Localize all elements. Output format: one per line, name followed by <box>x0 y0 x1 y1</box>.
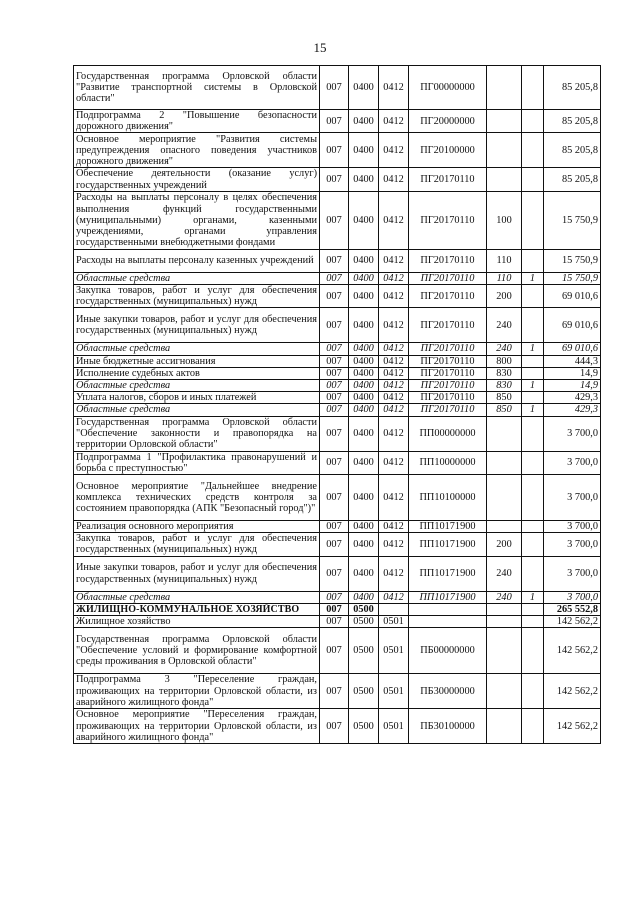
expense-name-cell: Государственная программа Орловской области "Обеспечение условий и формирование комфортной среды проживания в Орловской области" <box>74 628 320 674</box>
amount-cell: 3 700,0 <box>544 591 601 603</box>
section-code-cell: 0500 <box>349 674 379 709</box>
amount-cell: 85 205,8 <box>544 110 601 133</box>
section-code-cell: 0400 <box>349 533 379 556</box>
amount-cell: 429,3 <box>544 404 601 416</box>
table-row <box>74 272 601 284</box>
expense-type-cell <box>487 521 522 533</box>
target-article-cell: ПГ20000000 <box>409 110 487 133</box>
amount-cell: 3 700,0 <box>544 533 601 556</box>
amount-cell: 142 562,2 <box>544 628 601 674</box>
expense-name-cell: Исполнение судебных актов <box>74 367 320 379</box>
expense-name-cell: Основное мероприятие "Переселения граждан, проживающих на территории Орловской области, из аварийного жилищного фонда" <box>74 709 320 744</box>
subsection-code-cell: 0412 <box>379 475 409 521</box>
expense-type-cell: 200 <box>487 533 522 556</box>
subsection-code-cell: 0412 <box>379 308 409 343</box>
funding-source-cell <box>522 168 544 191</box>
ministry-code-cell: 007 <box>320 367 349 379</box>
subsection-code-cell: 0412 <box>379 556 409 591</box>
table-row <box>74 591 601 603</box>
expense-type-cell: 100 <box>487 191 522 249</box>
table-row <box>74 475 601 521</box>
expense-type-cell: 240 <box>487 556 522 591</box>
expense-type-cell: 240 <box>487 308 522 343</box>
section-code-cell: 0400 <box>349 308 379 343</box>
expense-name-cell: Областные средства <box>74 380 320 392</box>
amount-cell: 265 552,8 <box>544 603 601 615</box>
subsection-code-cell: 0412 <box>379 591 409 603</box>
subsection-code-cell: 0412 <box>379 272 409 284</box>
expense-type-cell: 830 <box>487 380 522 392</box>
amount-cell: 15 750,9 <box>544 191 601 249</box>
expense-name-cell: Обеспечение деятельности (оказание услуг) государственных учреждений <box>74 168 320 191</box>
ministry-code-cell: 007 <box>320 110 349 133</box>
table-row <box>74 616 601 628</box>
section-code-cell: 0400 <box>349 110 379 133</box>
funding-source-cell <box>522 533 544 556</box>
amount-cell: 3 700,0 <box>544 416 601 451</box>
amount-cell: 142 562,2 <box>544 674 601 709</box>
expense-type-cell <box>487 168 522 191</box>
target-article-cell: ПБ30100000 <box>409 709 487 744</box>
target-article-cell: ПБ30000000 <box>409 674 487 709</box>
ministry-code-cell: 007 <box>320 521 349 533</box>
target-article-cell: ПГ20170110 <box>409 392 487 404</box>
section-code-cell: 0400 <box>349 249 379 272</box>
expense-name-cell: Основное мероприятие "Дальнейшее внедрение комплекса технических средств контроля за состоянием правопорядка (АПК "Безопасный город")" <box>74 475 320 521</box>
page-number: 15 <box>313 40 327 55</box>
amount-cell: 15 750,9 <box>544 249 601 272</box>
funding-source-cell <box>522 110 544 133</box>
table-row <box>74 133 601 168</box>
expense-name-cell: Расходы на выплаты персоналу казенных учреждений <box>74 249 320 272</box>
ministry-code-cell: 007 <box>320 616 349 628</box>
table-row <box>74 249 601 272</box>
ministry-code-cell: 007 <box>320 380 349 392</box>
expense-name-cell: Основное мероприятие "Развития системы предупреждения опасного поведения участников дорожного движения" <box>74 133 320 168</box>
table-row <box>74 168 601 191</box>
amount-cell: 429,3 <box>544 392 601 404</box>
section-code-cell: 0400 <box>349 191 379 249</box>
expense-type-cell <box>487 709 522 744</box>
subsection-code-cell: 0412 <box>379 355 409 367</box>
subsection-code-cell: 0412 <box>379 168 409 191</box>
subsection-code-cell: 0412 <box>379 521 409 533</box>
amount-cell: 142 562,2 <box>544 616 601 628</box>
amount-cell: 69 010,6 <box>544 285 601 308</box>
ministry-code-cell: 007 <box>320 591 349 603</box>
funding-source-cell: 1 <box>522 343 544 355</box>
funding-source-cell <box>522 285 544 308</box>
funding-source-cell <box>522 521 544 533</box>
subsection-code-cell: 0412 <box>379 416 409 451</box>
ministry-code-cell: 007 <box>320 674 349 709</box>
target-article-cell: ПГ20100000 <box>409 133 487 168</box>
subsection-code-cell: 0501 <box>379 628 409 674</box>
target-article-cell <box>409 603 487 615</box>
subsection-code-cell: 0412 <box>379 392 409 404</box>
section-code-cell: 0400 <box>349 475 379 521</box>
funding-source-cell <box>522 133 544 168</box>
amount-cell: 3 700,0 <box>544 521 601 533</box>
expense-type-cell: 110 <box>487 249 522 272</box>
ministry-code-cell: 007 <box>320 475 349 521</box>
table-row <box>74 367 601 379</box>
table-row <box>74 709 601 744</box>
amount-cell: 85 205,8 <box>544 133 601 168</box>
ministry-code-cell: 007 <box>320 66 349 110</box>
funding-source-cell <box>522 249 544 272</box>
table-row <box>74 416 601 451</box>
table-row <box>74 451 601 474</box>
funding-source-cell <box>522 416 544 451</box>
ministry-code-cell: 007 <box>320 628 349 674</box>
expense-type-cell: 200 <box>487 285 522 308</box>
expense-name-cell: Расходы на выплаты персоналу в целях обеспечения выполнения функций государственными (муниципальными) органами, казенными учреждениями, органами управления государственными внебюджетными фондами <box>74 191 320 249</box>
ministry-code-cell: 007 <box>320 556 349 591</box>
amount-cell: 15 750,9 <box>544 272 601 284</box>
table-row <box>74 404 601 416</box>
expense-type-cell: 850 <box>487 392 522 404</box>
subsection-code-cell: 0412 <box>379 343 409 355</box>
expense-name-cell: Уплата налогов, сборов и иных платежей <box>74 392 320 404</box>
table-row <box>74 285 601 308</box>
table-row <box>74 603 601 615</box>
funding-source-cell: 1 <box>522 591 544 603</box>
section-code-cell: 0400 <box>349 392 379 404</box>
section-code-cell: 0400 <box>349 367 379 379</box>
table-row <box>74 66 601 110</box>
subsection-code-cell: 0501 <box>379 616 409 628</box>
amount-cell: 3 700,0 <box>544 475 601 521</box>
section-code-cell: 0400 <box>349 285 379 308</box>
subsection-code-cell: 0412 <box>379 404 409 416</box>
expense-name-cell: Иные закупки товаров, работ и услуг для обеспечения государственных (муниципальных) нужд <box>74 308 320 343</box>
subsection-code-cell: 0412 <box>379 110 409 133</box>
subsection-code-cell: 0412 <box>379 451 409 474</box>
expense-name-cell: Областные средства <box>74 343 320 355</box>
amount-cell: 142 562,2 <box>544 709 601 744</box>
target-article-cell: ПГ20170110 <box>409 249 487 272</box>
section-code-cell: 0400 <box>349 591 379 603</box>
section-code-cell: 0500 <box>349 616 379 628</box>
section-code-cell: 0400 <box>349 416 379 451</box>
ministry-code-cell: 007 <box>320 603 349 615</box>
expense-name-cell: Иные бюджетные ассигнования <box>74 355 320 367</box>
funding-source-cell <box>522 616 544 628</box>
amount-cell: 14,9 <box>544 367 601 379</box>
amount-cell: 3 700,0 <box>544 556 601 591</box>
target-article-cell: ПГ20170110 <box>409 308 487 343</box>
target-article-cell: ПП10100000 <box>409 475 487 521</box>
funding-source-cell <box>522 355 544 367</box>
target-article-cell: ПП00000000 <box>409 416 487 451</box>
expense-name-cell: Областные средства <box>74 404 320 416</box>
target-article-cell: ПП10171900 <box>409 591 487 603</box>
funding-source-cell <box>522 392 544 404</box>
ministry-code-cell: 007 <box>320 272 349 284</box>
table-row <box>74 533 601 556</box>
subsection-code-cell: 0412 <box>379 133 409 168</box>
funding-source-cell <box>522 451 544 474</box>
expense-type-cell: 800 <box>487 355 522 367</box>
expense-type-cell <box>487 133 522 168</box>
section-code-cell: 0400 <box>349 343 379 355</box>
funding-source-cell <box>522 628 544 674</box>
target-article-cell: ПП10171900 <box>409 556 487 591</box>
ministry-code-cell: 007 <box>320 392 349 404</box>
ministry-code-cell: 007 <box>320 451 349 474</box>
target-article-cell: ПГ20170110 <box>409 355 487 367</box>
funding-source-cell: 1 <box>522 380 544 392</box>
subsection-code-cell: 0412 <box>379 285 409 308</box>
table-row <box>74 380 601 392</box>
amount-cell: 85 205,8 <box>544 66 601 110</box>
funding-source-cell <box>522 308 544 343</box>
table-row <box>74 110 601 133</box>
target-article-cell <box>409 616 487 628</box>
table-row <box>74 308 601 343</box>
amount-cell: 3 700,0 <box>544 451 601 474</box>
expense-type-cell <box>487 616 522 628</box>
expense-name-cell: Иные закупки товаров, работ и услуг для обеспечения государственных (муниципальных) нужд <box>74 556 320 591</box>
expense-name-cell: Реализация основного мероприятия <box>74 521 320 533</box>
target-article-cell: ПП10000000 <box>409 451 487 474</box>
section-code-cell: 0400 <box>349 355 379 367</box>
ministry-code-cell: 007 <box>320 404 349 416</box>
subsection-code-cell: 0412 <box>379 380 409 392</box>
target-article-cell: ПБ00000000 <box>409 628 487 674</box>
ministry-code-cell: 007 <box>320 168 349 191</box>
budget-table <box>73 65 601 744</box>
target-article-cell: ПГ20170110 <box>409 168 487 191</box>
ministry-code-cell: 007 <box>320 133 349 168</box>
expense-type-cell <box>487 110 522 133</box>
expense-type-cell <box>487 603 522 615</box>
target-article-cell: ПГ20170110 <box>409 191 487 249</box>
section-code-cell: 0500 <box>349 603 379 615</box>
subsection-code-cell: 0501 <box>379 674 409 709</box>
expense-type-cell <box>487 66 522 110</box>
target-article-cell: ПГ00000000 <box>409 66 487 110</box>
target-article-cell: ПГ20170110 <box>409 367 487 379</box>
subsection-code-cell: 0412 <box>379 367 409 379</box>
funding-source-cell: 1 <box>522 272 544 284</box>
amount-cell: 14,9 <box>544 380 601 392</box>
funding-source-cell <box>522 475 544 521</box>
target-article-cell: ПГ20170110 <box>409 272 487 284</box>
subsection-code-cell: 0412 <box>379 66 409 110</box>
expense-name-cell: Подпрограмма 1 "Профилактика правонарушений и борьба с преступностью" <box>74 451 320 474</box>
ministry-code-cell: 007 <box>320 533 349 556</box>
ministry-code-cell: 007 <box>320 191 349 249</box>
funding-source-cell <box>522 66 544 110</box>
table-row <box>74 556 601 591</box>
target-article-cell: ПГ20170110 <box>409 380 487 392</box>
ministry-code-cell: 007 <box>320 249 349 272</box>
funding-source-cell <box>522 556 544 591</box>
funding-source-cell: 1 <box>522 404 544 416</box>
section-code-cell: 0400 <box>349 521 379 533</box>
amount-cell: 444,3 <box>544 355 601 367</box>
section-code-cell: 0400 <box>349 168 379 191</box>
section-code-cell: 0400 <box>349 556 379 591</box>
section-code-cell: 0400 <box>349 272 379 284</box>
expense-name-cell: Закупка товаров, работ и услуг для обеспечения государственных (муниципальных) нужд <box>74 285 320 308</box>
ministry-code-cell: 007 <box>320 416 349 451</box>
expense-name-cell: Государственная программа Орловской области "Развитие транспортной системы в Орловской области" <box>74 66 320 110</box>
expense-type-cell: 110 <box>487 272 522 284</box>
subsection-code-cell: 0412 <box>379 533 409 556</box>
expense-type-cell: 240 <box>487 591 522 603</box>
expense-type-cell: 240 <box>487 343 522 355</box>
table-row <box>74 355 601 367</box>
target-article-cell: ПП10171900 <box>409 521 487 533</box>
expense-type-cell <box>487 674 522 709</box>
table-row <box>74 521 601 533</box>
expense-name-cell: Закупка товаров, работ и услуг для обеспечения государственных (муниципальных) нужд <box>74 533 320 556</box>
table-row <box>74 343 601 355</box>
ministry-code-cell: 007 <box>320 355 349 367</box>
target-article-cell: ПГ20170110 <box>409 404 487 416</box>
section-code-cell: 0400 <box>349 133 379 168</box>
expense-type-cell <box>487 416 522 451</box>
section-code-cell: 0500 <box>349 628 379 674</box>
expense-name-cell: Подпрограмма 3 "Переселение граждан, проживающих на территории Орловской области, из аварийного жилищного фонда" <box>74 674 320 709</box>
section-code-cell: 0400 <box>349 380 379 392</box>
amount-cell: 69 010,6 <box>544 308 601 343</box>
table-row <box>74 674 601 709</box>
amount-cell: 69 010,6 <box>544 343 601 355</box>
funding-source-cell <box>522 709 544 744</box>
funding-source-cell <box>522 367 544 379</box>
expense-type-cell: 830 <box>487 367 522 379</box>
table-row <box>74 191 601 249</box>
ministry-code-cell: 007 <box>320 343 349 355</box>
section-code-cell: 0500 <box>349 709 379 744</box>
expense-name-cell: Государственная программа Орловской области "Обеспечение законности и правопорядка на территории Орловской области" <box>74 416 320 451</box>
target-article-cell: ПГ20170110 <box>409 343 487 355</box>
expense-name-cell: Областные средства <box>74 591 320 603</box>
section-code-cell: 0400 <box>349 66 379 110</box>
table-row <box>74 628 601 674</box>
ministry-code-cell: 007 <box>320 709 349 744</box>
expense-name-cell: ЖИЛИЩНО-КОММУНАЛЬНОЕ ХОЗЯЙСТВО <box>74 603 320 615</box>
subsection-code-cell: 0412 <box>379 249 409 272</box>
section-code-cell: 0400 <box>349 404 379 416</box>
expense-name-cell: Жилищное хозяйство <box>74 616 320 628</box>
target-article-cell: ПП10171900 <box>409 533 487 556</box>
expense-name-cell: Областные средства <box>74 272 320 284</box>
subsection-code-cell <box>379 603 409 615</box>
section-code-cell: 0400 <box>349 451 379 474</box>
subsection-code-cell: 0412 <box>379 191 409 249</box>
ministry-code-cell: 007 <box>320 308 349 343</box>
funding-source-cell <box>522 674 544 709</box>
table-row <box>74 392 601 404</box>
budget-table-body <box>74 66 601 744</box>
funding-source-cell <box>522 191 544 249</box>
target-article-cell: ПГ20170110 <box>409 285 487 308</box>
expense-type-cell <box>487 475 522 521</box>
amount-cell: 85 205,8 <box>544 168 601 191</box>
expense-type-cell: 850 <box>487 404 522 416</box>
subsection-code-cell: 0501 <box>379 709 409 744</box>
ministry-code-cell: 007 <box>320 285 349 308</box>
expense-type-cell <box>487 628 522 674</box>
expense-type-cell <box>487 451 522 474</box>
expense-name-cell: Подпрограмма 2 "Повышение безопасности дорожного движения" <box>74 110 320 133</box>
funding-source-cell <box>522 603 544 615</box>
